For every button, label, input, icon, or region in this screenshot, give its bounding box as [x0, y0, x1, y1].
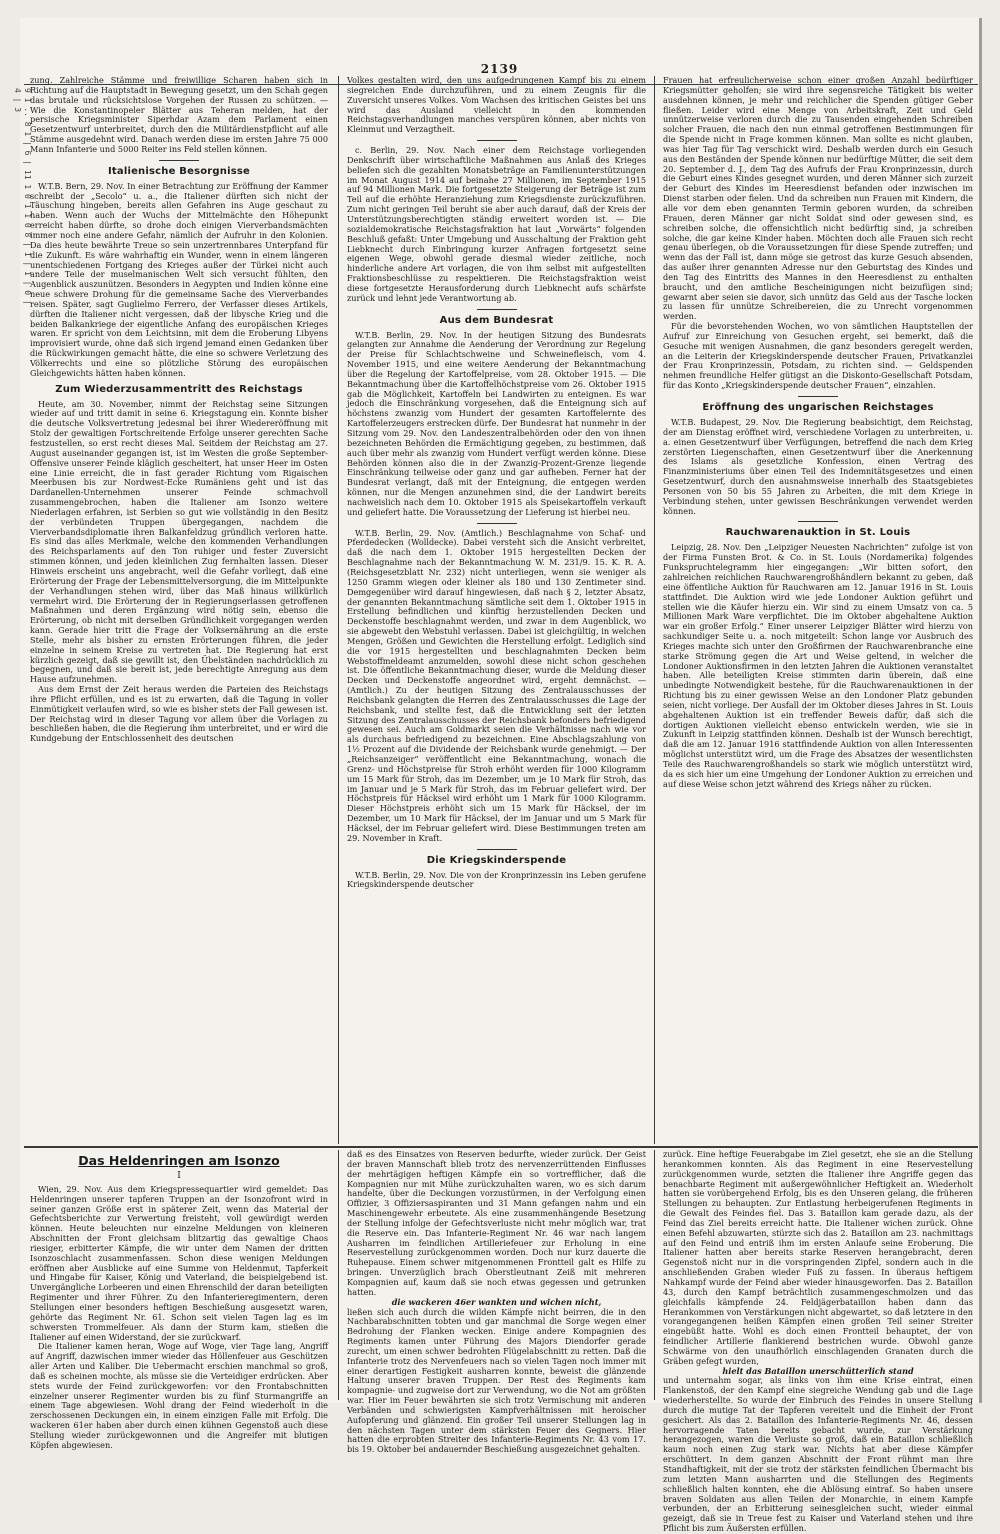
- feature-paragraph-1: Wien, 29. Nov. Aus dem Kriegspressequartier wird gemeldet: Das Heldenringen unserer tapferen Truppen an der Isonzofront wird in seiner ganzen Größe erst in späterer Zeit, wenn das Material der Gefechtsberichte zur Verwertung freisteht, voll gewürdigt werden können. Heute beleuchten nur einzelne Meldungen von kleineren Abschnitten der Front gleichsam blitzartig das gewaltige Chaos riesiger, erbitterter Kämpfe, die wir unter dem Namen der dritten Isonzoschlacht zusammenfassen. Schon diese wenigen Meldungen eröffnen aber Ausblicke auf eine Summe von Heldenmut, Tapferkeit und Hingabe für Kaiser, König und Vaterland, die beispielgebend ist. Unvergängliche Lorbeeren und einen Ehrenschild der daran beteiligten Regimenter und ihrer Führer. Zu den Infanterieregimentern, deren Stellungen einer besonders heftigen Beschießung ausgesetzt waren, gehörte das Regiment Nr. 61. Schon seit vielen Tagen lag es im schwersten Trommelfeuer. Als dann der Sturm kam, stießen die Italiener auf einen Widerstand, der sie zurückwarf.: [30, 1183, 328, 1342]
- article-separator: [798, 396, 838, 397]
- article-bundesrat-2: W.T.B. Berlin, 29. Nov. (Amtlich.) Beschlagnahme von Schaf- und Pferdedecken (Wolldecke). Dabei versteht sich die Ansicht verbreitet, daß die nach dem 1. Oktober 1915 hergestellten Decken der Beschlagnahme nach der Bekanntmachung W. M. 231/9. 15. K. R. A. (Reichsgesetzblatt Nr. 232) nicht unterliegen, wenn sie weniger als 1250 Gramm wiegen oder kleiner als 180 und 130 Zentimeter sind. Demgegenüber wird darauf hingewiesen, daß nach § 2, letzter Absatz, der genannten Bekanntmachung sämtliche seit dem 1. Oktober 1915 in Erstellung befindlichen und künftig herzustellenden Decken und Deckenstoffe beschlagnahmt werden, und zwar in dem Augenblick, wo sie abgewebt den Webstuhl verlassen. Dabei ist gleichgültig, in welchen Mengen, Größen und Gewichten die Herstellung erfolgt. Lediglich sind die vor 1915 hergestellten und beschlagnahmten Decken beim Webstoffmeldeamt anzumelden, sowohl diese nicht schon geschehen ist. Die öffentliche Bekanntmachung dieser, wurde die Meldung dieser Decken und Deckenstoffe angeordnet wird, ergeht demnächst. — (Amtlich.) Zu der heutigen Sitzung des Zentralausschusses der Reichsbank gelangten die Herren des Zentralausschusses die Lage der Reichsbank, und stellte fest, daß die Entwicklung seit der letzten Sitzung des Zentralausschusses der Reichsbank befonders befriedigend gewesen sei. Auch am Goldmarkt seien die Verhältnisse nach wie vor als durchaus befriedigend zu bezeichnen. Eine Abschlagszahlung von 1½ Prozent auf die Dividende der Reichsbank wurde genehmigt. — Der „Reichsanzeiger“ veröffentlicht eine Bekanntmachung, wonach die Grenz- und Höchstpreise für Stroh erhöht werden für 1000 Kilogramm um 15 Mark für Stroh, das im Dezember, um je 10 Mark für Stroh, das im Januar und je 5 Mark für Stroh, das im Februar geliefert wird. Der Höchstpreis für Häcksel wird erhöht um 1 Mark für 1000 Kilogramm. Dieser Höchstpreis erhöht sich um 15 Mark für Häcksel, der im Dezember, um 10 Mark für Häcksel, der im Januar und um 5 Mark für Häcksel, der im Februar geliefert wird. Diese Bestimmungen treten am 29. November in Kraft.: [347, 527, 646, 843]
- article-kriegskinderspende-continuation-2: Für die bevorstehenden Wochen, wo von sämtlichen Hauptstellen der Aufruf zur Einreichung von Gesuchen ergeht, sei bemerkt, daß die Gesuche mit wenigen Ausnahmen, die ganz besonders geregelt werden, an die Leiterin der Kriegskinderspende deutscher Frauen, Privatkanzlei der Frau Kronprinzessin, Potsdam, zu richten sind. — Geldspenden nehmen freundliche Helfer gütigst an die Diskonto-Gesellschaft Potsdam, für das Konto „Kriegskinderspende deutscher Frauen“, einzahlen.: [663, 321, 973, 391]
- feature-paragraph-5: zurück. Eine heftige Feuerabgabe im Ziel gesetzt, ehe sie an die Stellung herankommen konnten. Als das Regiment in eine Reservestellung zurückgenommen wurde, setzten die Italiener ihre Angriffe gegen das benachbarte Regiment mit außergewöhnlicher Heftigkeit an. Wiederholt hatten sie vorübergehend Erfolg, bis es den Unseren gelang, die früheren Stellungen zu behaupten. Zur Entlastung herbeigerufenen Regiments in die Gewalt des Feindes fiel. Das 3. Bataillon kam gerade dazu, als der Feind das Ziel bereits erreicht hatte. Die Italiener wichen zurück. Ohne einen Befehl abzuwarten, stürzte sich das 2. Bataillon am 23. nachmittags auf den Feind und entriß ihm im ersten Anlaufe seine Eroberung. Die Italiener hatten aber bereits starke Reserven herangebracht, deren Gegenstoß nicht nur in die vorspringenden Zipfel, sondern auch in die anschließenden Graben wieder Fuß zu fassen. In überaus heftigem Nahkampf wurde der Feind aber wieder hinausgeworfen. Das 2. Bataillon 43, durch den Kampf beträchtlich zusammengeschmolzen und das gleichfalls kämpfende 24. Feldjägerbataillon haben dann das Herankommen von Verstärkungen nicht abgewartet, so daß letztere in den vorangegangenen heißen Kämpfen einen großen Teil seiner Streiter eingebüßt hatte. Wohl es doch einen Frontteil behauptet, der von feindlicher Artillerie flankierend bestrichen wurde. Obwohl ganze Schwärme von den unaufhörlich einschlagenden Granaten durch die Gräben gefegt wurden,: [663, 1149, 973, 1366]
- headline-reichstag-reconvening: Zum Wiederzusammentritt des Reichstags: [55, 383, 303, 395]
- article-kriegskinderspende-continuation: Frauen hat erfreulicherweise schon einer großen Anzahl bedürftiger Kriegsmütter geholfen; sie wird ihre segensreiche Tätigkeit bis weiter ausdehnen können, je mehr und reichlicher die Spenden gütiger Geber fließen. Leider wird eine Menge von Arbeitskraft, Zeit und Geld unnützerweise verloren durch die zu Tausenden eingehenden Schreiben solcher Frauen, die nach den nun einmal getroffenen Bestimmungen für die Spende nicht in Frage kommen können. Man sollte es nicht glauben, was hier Tag für Tag verschickt wird. Deshalb werden durch ein Gesuch aus den Beständen der Spende können nur bedürftige Mütter, die seit dem 20. September d. J., dem Tag des Aufrufs der Frau Kronprinzessin, durch die Geburt eines Kindes gesegnet wurden, und deren Männer sich zurzeit der Geburt des Kindes im Heeresdienst befanden oder inzwischen im Dienst starben oder fielen. Und da schreiben nun Frauen mit Kindern, die alle vor dem eben genannten Termin geboren wurden, da schreiben Frauen, deren Männer gar nicht Soldat sind oder gewesen sind, es schreiben solche, die offensichtlich nicht bedürftig sind, ja schreiben solche, die gar keine Kinder haben. Möchten doch alle Frauen sich recht genau überlegen, ob die Voraussetzungen für diese Spende zutreffen; und wenn das der Fall ist, dann möge sie getrost das kurze Gesuch absenden, das außer ihrer genannten Adresse nur den Geburtstag des Kindes und den Tag des Eintritts des Mannes in den Heeresdienst zu enthalten braucht, und den amtliche Bescheinigungen nicht beizufügen sind; gewarnt aber seien sie davor, sich unnütz das Geld aus der Tasche locken zu lassen für unnütze Schreibereien, die zu Unrecht vorgenommen werden.: [663, 75, 973, 322]
- feature-column-rule-1: [338, 1150, 339, 1400]
- feature-subhead-46er: die wackeren 46er wankten und wichen nicht,: [391, 1296, 602, 1307]
- article-separator: [477, 849, 517, 850]
- feature-paragraph-3: daß es des Einsatzes von Reserven bedurfte, wieder zurück. Der Geist der braven Mannschaft blieb trotz des nervenzerrüttenden Einflusses der mehrtägigen heftigen Kämpfe ein so vortrefflicher, daß die Kompagnien nur mit Mühe zurückzuhalten waren, wo es sich darum handelte, über die Deckungen vorzustürmen, in der Verfolgung einen Offizier, 3 Offiziersaspiranten und 31 Mann gefangen nahm und ein Maschinengewehr erbeutete. Als eine zusammenhängende Besetzung der Stellung infolge der Gefechtsverluste nicht mehr möglich war, trat die Reserve ein. Das Infanterie-Regiment Nr. 46 war nach langem Ausharren im feindlichen Artilleriefeuer zur Erholung in eine Reservestellung zurückgenommen worden. Doch nur kurz dauerte die Ruhepause. Einem schwer mitgenommenen Frontteil galt es Hilfe zu bringen. Unverzüglich brach Oberstleutnant Zeiß mit mehreren Kompagnien auf, kaum daß sie noch etwas gegessen und getrunken hatten.: [347, 1149, 646, 1297]
- article-separator: [477, 140, 517, 141]
- article-fur-auction: Leipzig, 28. Nov. Den „Leipziger Neuesten Nachrichten“ zufolge ist von der Firma Funsten Brot. & Co. in St. Louis (Nordamerika) folgendes Funkspruchtelegramm hier eingegangen: „Wir bitten sofort, den zahlreichen reichlichen Rauchwarengroßhändlern bekannt zu geben, daß eine öffentliche Auktion für Rauchwaren am 12. Januar 1916 in St. Louis stattfindet. Die Auktion wird wie jede Londoner Auktion geführt und stellen wie die Käufer hierzu ein. Wir sind zu einem Umsatz von ca. 5 Millionen Mark Ware verpflichtet. Die im Oktober abgehaltene Auktion war ein großer Erfolg.“ Einer unserer Leipziger Blätter wird hierzu von sachkundiger Seite u. a. noch mitgeteilt: Schon lange vor Ausbruch des Krieges machte sich unter den Großfirmen der Rauchwarenbranche eine starke Strömung gegen die Art und Weise geltend, in welcher die Londoner Auktionsfirmen in den letzten Jahren die Auktionen veranstaltet haben. Alle beteiligten Kreise stimmten darin überein, daß eine unbedingte Notwendigkeit bestehe, für die Rauchwarenauktionen in der Richtung bis zu einer gewissen Weise an den Londoner Platz gebunden seien, nicht vorliege. Der Ausfall der im Oktober dieses Jahres in St. Louis abgehaltenen Auktion ist ein treffender Beweis dafür, daß sich die dortigen Auktionen vielleicht ebenso entwickeln werden, wie sie in Zukunft in Leipzig stattfinden können. Deshalb ist der Wunsch berechtigt, daß die am 12. Januar 1916 stattfindende Auktion von allen Interessenten möglichst unterstützt wird, um die Frage des Absatzes der wesentlichsten Teile des Rauchwarengroßhandels so stark wie möglich unterstützt wird, da es sich hier um eine Umgehung der Londoner Auktion zu erreichen und auf diese Weise schon jetzt während des Kriegs näher zu rücken.: [663, 542, 973, 789]
- feature-column-1: [30, 1150, 328, 1450]
- article-reichstag-reconvening: Heute, am 30. November, nimmt der Reichstag seine Sitzungen wieder auf und tritt damit in seine 6. Kriegstagung ein. Konnte bisher die deutsche Volksvertretung jedesmal bei ihrer Wiedereröffnung mit Stolz der gewaltigen Fortschreitende Erfolge unserer gerechten Sache festzustellen, so erst recht dieses Mal. Seitdem der Reichstag am 27. August auseinander gegangen ist, ist im Westen die große September-Offensive unserer Feinde kläglich gescheitert, hat unser Heer im Osten eine Linie erreicht, die in fast gerader Richtung vom Rigaischen Meerbusen bis zur Nordwest-Ecke Rumäniens geht und ist das Dardanellen-Unternehmen unserer Feinde schmachvoll zusammengebrochen, haben die Italiener am Isonzo weitere Niederlagen erfahren, ist Serbien so gut wie vollständig in den Besitz der verbündeten Truppen übergegangen, nachdem die Vierverbandsdiplomatie ihren Balkanfeldzug gründlich verloren hatte. Es sind das alles Merkmale, welche den kommenden Verhandlungen des Reichsparlaments auf den Ton ruhiger und fester Zuversicht stimmen können, und jeden kleinlichen Zug fernhalten lassen. Dieser Hinweis erscheint uns angebracht, weil die Gefahr vorliegt, daß eine Erörterung der Frage der Lebensmittelversorgung, die im Mittelpunkte der Verhandlungen stehen wird, über das Maß hinaus willkürlich vermehrt wird. Die Erörterung der in Regierungserlassen getroffenen Maßnahmen und deren Ergänzung wird nötig sein, ebenso die Erörterung, ob nicht mit derselben Gründlichkeit vorgegangen werden kann. Gerade hier tritt die Frage der Volksernährung an die erste Stelle, mehr als bisher zu ernsten Erörterungen führen, die jeder einzelne in seinem Kreise zu vertreten hat. Die Regierung hat erst kürzlich gezeigt, daß sie gewillt ist, den Übelständen nachdrücklich zu begegnen, und daß sie bereit ist, jede berechtigte Anregung aus dem Hause aufzunehmen.: [30, 398, 328, 685]
- headline-bundesrat: Aus dem Bundesrat: [439, 314, 554, 326]
- feature-column-3: [663, 1149, 973, 1534]
- feature-subhead-bataillon: hielt das Bataillon unerschütterlich stand: [722, 1365, 914, 1376]
- column-3: [663, 76, 973, 1142]
- article-persia-continuation: zung. Zahlreiche Stämme und freiwillige Scharen haben sich in Richtung auf die Hauptstadt in Bewegung gesetzt, um den Schah gegen das brutale und rücksichtslose Vorgehen der Russen zu schützen. — Wie die Konstantinopeler Blätter aus Teheran melden, hat der persische Kriegsminister Siperhdar Azam dem Parlament einen Gesetzentwurf unterbreitet, durch den die Militärdienstpflicht auf alle Stämme ausgedehnt wird. Danach werden diese im ersten Jahre 75 000 Mann Infanterie und 5000 Reiter ins Feld stellen können.: [30, 75, 328, 154]
- headline-hungarian-parliament: Eröffnung des ungarischen Reichstages: [702, 402, 934, 413]
- feature-part-number: I: [177, 1171, 181, 1181]
- article-separator: [477, 309, 517, 310]
- article-separator: [477, 523, 517, 524]
- column-rule-1: [338, 76, 339, 1144]
- article-separator: [159, 160, 199, 161]
- headline-italian-concerns: Italienische Besorgnisse: [107, 165, 251, 177]
- article-bundesrat-1: W.T.B. Berlin, 29. Nov. In der heutigen Sitzung des Bundesrats gelangten zur Annahme die Aenderung der Verordnung zur Regelung der Preise für Schlachtschweine und Schweinefleisch, vom 4. November 1915, und eine weitere Aenderung der Bekanntmachung über die Regelung der Kartoffelpreise, vom 28. Oktober 1915. — Die Bekanntmachung über die Kartoffelhöchstpreise vom 26. Oktober 1915 gab die Möglichkeit, Kartoffeln bei Landwirten zu enteignen. Es war jedoch die Einschränkung vorgesehen, daß die Enteignung sich auf höchstens zwanzig vom Hundert der gesamten Kartoffelernte des Kartoffelerzeugers erstrecken dürfe. Der Bundesrat hat nunmehr in der Sitzung vom 29. Nov. den Landeszentralbehörden oder den von ihnen bezeichneten Behörden die Ermächtigung gegeben, zu bestimmen, daß auch über mehr als zwanzig vom Hundert verfügt werden könne. Diese Behörden können also die in der Zwanzig-Prozent-Grenze liegende Einschränkung teilweise oder ganz und gar aufheben. Ferner hat der Bundesrat verlangt, daß mit der Enteignung, die entgegen werden können, nur die Mengen anzunehmen sind, die der Landwirt bereits nachweislich nach dem 10. Oktober 1915 als Speisekartoffeln verkauft und geliefert hatte. Die Voraussetzung der Lieferung ist hierbei neu.: [347, 329, 646, 517]
- article-kriegskinderspende: W.T.B. Berlin, 29. Nov. Die von der Kronprinzessin ins Leben gerufene Kriegskinderspende deutscher: [347, 869, 646, 890]
- article-reichstag-continuation: Volkes gestalten wird, den uns aufgedrungenen Kampf bis zu einem siegreichen Ende durchzuführen, und zu einem Zeugnis für die Zuversicht unseres Volkes. Vom Wachsen des kritischen Geistes bei uns wird das Ausland vielleicht in den kommenden Reichstagsverhandlungen manches verspüren können, aber nichts von Kleinmut und Verzagtheit.: [347, 75, 646, 135]
- column-2: [347, 76, 646, 1142]
- feature-column-rule-2: [654, 1150, 655, 1400]
- feature-top-rule: [24, 1146, 978, 1148]
- newspaper-page: [13, 18, 982, 1534]
- column-rule-2: [654, 76, 655, 1144]
- article-italian-concerns: W.T.B. Bern, 29. Nov. In einer Betrachtung zur Eröffnung der Kammer schreibt der „Secolo“ u. a., die Italiener dürften sich nicht der Täuschung hingeben, bereits allen Gefahren ins Auge geschaut zu haben. Wenn auch der Wuchs der Mittelmächte den Höhepunkt erreicht haben dürfte, so drohe doch einigen Vierverbandsmächten immer noch eine andere Gefahr, nämlich der Aufruhr in den Kolonien. Da dies heute bewährte Treue so sein unzertrennbares Unterpfand für die Zukunft. Es wäre wahrhaftig ein Wunder, wenn in einem längeren unentschiedenen Fortgang des Krieges außer der Türkei nicht auch andere Teile der muselmanischen Welt sich versucht fühlten, den Augenblick auszunützen. Besonders in Aegypten und Indien könne eine neue schwere Drohung für die gemeinsame Sache des Vierverbandes reisen. Später, sagt Guglielmo Ferrero, der Verfasser dieses Artikels, dürften die Italiener nicht vergessen, daß der libysche Krieg und die beiden Balkankriege der eigentliche Anfang des europäischen Krieges waren. Er spricht von dem Leichtsinn, mit dem die Eroberung Libyens improvisiert wurde, ohne daß sich irgend jemand einen Gedanken über die Rückwirkungen gemacht hätte, die eine so schwere Verletzung des Völkerrechts und eine so plötzliche Störung des europäischen Gleichgewichts hätten haben können.: [30, 180, 328, 378]
- feature-paragraph-2: Die Italiener kamen heran, Woge auf Woge, vier Tage lang, Angriff auf Angriff, dazwischen immer wieder das Höllenfeuer aus Geschützen aller Arten und Kaliber. Die Uebermacht erschien manchmal so groß, daß es scheinen mochte, als müsse sie die Verteidiger erdrücken. Aber stets wurde der Feind zurückgeworfen: vor den Frontabschnitten einzelner unserer Regimenter wurden bis zu fünf Sturmangriffe an einem Tage abgewiesen. Wohl drang der Feind wiederholt in die zerschossenen Deckungen ein, in einem einzigen Falle mit Erfolg. Die wackeren 61er haben aber durch einen kühnen Gegenstoß auch diese Stellung wieder zurückgewonnen und die Angreifer mit blutigen Köpfen abgewiesen.: [30, 1341, 328, 1450]
- article-separator: [798, 521, 838, 522]
- column-1: [30, 76, 328, 1142]
- headline-fur-auction: Rauchwarenauktion in St. Louis: [725, 527, 911, 539]
- feature-paragraph-4: ließen sich auch durch die wilden Kämpfe nicht beirren, die in den Nachbarabschnitten tobten und gar manchmal die Sorge wegen einer Bedrohung der Flanken wecken. Einige andere Kompagnien des Regiments kamen unter Führung des Majors Diendorfer gerade zurecht, um einen schwer bedrohten Flügelabschnitt zu retten. Daß die Infanterie trotz des Nervenfeuers nach so vielen Tagen noch immer mit einer derartigen Festigkeit ausharren konnte, beweist die glänzende Haltung unserer braven Truppen. Der Rest des Regiments kam kompagnie- und zugweise dort zur Verwendung, wo die Not am größten war. Hier im Feuer bewährten sie sich trotz Vermischung mit anderen Verbänden und schwierigsten Kampfverhältnissen mit heroischer Aufopferung und glänzend. Ein großer Teil unserer Stellungen lag in den nächsten Tagen unter dem stärksten Feuer des Gegners. Hier hatten die erprobten Streiter des Infanterie-Regiments Nr. 43 vom 17. bis 19. Oktober bei andauernder Beschießung ausgezeichnet gehalten.: [347, 1306, 646, 1455]
- binding-edge-marks: 9 1 .. 8 1 | 6 | 11 1 0 1 1 0 8 | 1 | 1 | 0 | 4 | 3: [13, 88, 32, 305]
- feature-headline: Das Heldenringen am Isonzo: [78, 1153, 280, 1168]
- feature-paragraph-6: und unternahm sogar, als links von ihm eine Krise eintrat, einen Flankenstoß, der den Kampf eine siegreiche Wendung gab und die Lage wiederherstellte. So wurde der Einbruch des Feindes in unsere Stellung durch die mutige Tat der Tapferen vereitelt und die Einheit der Front gesichert. Als das 2. Bataillon des Infanterie-Regiments Nr. 46, dessen hervorragende Taten bereits gebacht wurde, zur Verstärkung herangezogen, waren die Verluste so groß, daß ein Bataillon schließlich kaum noch einen Zug stark war. Nichts hat aber diese Kämpfer erschüttert. In dem ganzen Abschnitt der Front rühmt man ihre Standhaftigkeit, mit der sie trotz der stärksten feindlichen Übermacht bis zum letzten Mann ausharrten und die Stellungen des Regiments schließlich halten konnten, ehe die Ablösung eintraf. So haben unsere braven Soldaten aus allen Teilen der Monarchie, in einem Kampfe verbunden, der an Erbitterung seinesgleichen sucht, wieder einmal gezeigt, daß sie in Treue fest zu Kaiser und Vaterland stehen und ihre Pflicht bis zum Äußersten erfüllen.: [663, 1375, 973, 1534]
- feature-column-2: [347, 1149, 646, 1455]
- headline-kriegskinderspende: Die Kriegskinderspende: [426, 854, 567, 866]
- article-reichstag-reconvening-part2: Aus dem Ernst der Zeit heraus werden die Parteien des Reichstags ihre Pflicht erfüllen, und es ist zu erwarten, daß die Tagung in voller Einmütigkeit verlaufen wird, so wie es bisher stets der Fall gewesen ist. Der Reichstag wird in dieser Tagung vor allem über die Vorlagen zu beschließen haben, die die Regierung ihm unterbreitet, und er wird die Kundgebung der Entschlossenheit des deutschen: [30, 684, 328, 744]
- article-hungarian-parliament: W.T.B. Budapest, 29. Nov. Die Regierung beabsichtigt, dem Reichstag, der am Dienstag eröffnet wird, verschiedene Vorlagen zu unterbreiten, u. a. einen Gesetzentwurf über Verfügungen, betreffend die nach dem Krieg zerstörten Liegenschaften, einen Gesetzentwurf über die Anerkennung des Islams als gesetzliche Konfession, einen Vertrag des Finanzministeriums über einen Teil des Indemnitätsgesetzes und einen Gesetzentwurf, durch den ausnahmsweise innerhalb des Staatsgebietes Personen von 50 bis 55 Jahren zu Arbeiten, die mit dem Kriege in Verbindung stehen, unter gewissen Beschränkungen verwendet werden können.: [663, 417, 973, 516]
- page-number: 2139: [480, 62, 519, 76]
- article-berlin-family-support: c. Berlin, 29. Nov. Nach einer dem Reichstage vorliegenden Denkschrift über wirtschaftliche Maßnahmen aus Anlaß des Krieges beliefen sich die gezahlten Monatsbeträge an Familienunterstützungen im Monat August 1914 auf beinahe 27 Millionen, im September 1915 auf 94 Millionen Mark. Die fortgesetzte Steigerung der Beträge ist zum Teil auf die erhöhte Heranziehung zum Kriegsdienste zurückzuführen. Zum nicht geringen Teil beruht sie aber auch darauf, daß der Kreis der Unterstützungsberechtigten ständig erweitert worden ist. — Die sozialdemokratische Reichstagsfraktion hat laut „Vorwärts“ folgenden Beschluß gefaßt: Unter Umgebung und Ausschaltung der Fraktion geht Liebknecht durch Einbringung kurzer Anfragen fortgesetzt seine eigenen Wege, obwohl gerade diesmal wieder zeitliche, noch hinderliche andere Art vorlagen, die von ihm selbst mit aufgestellten Fraktionsbeschlüsse zu respektieren. Die Reichstagsfraktion weist diese fortgesetzte Herausforderung durch Liebknecht aufs schärfste zurück und lehnt jede Verantwortung ab.: [347, 145, 646, 303]
